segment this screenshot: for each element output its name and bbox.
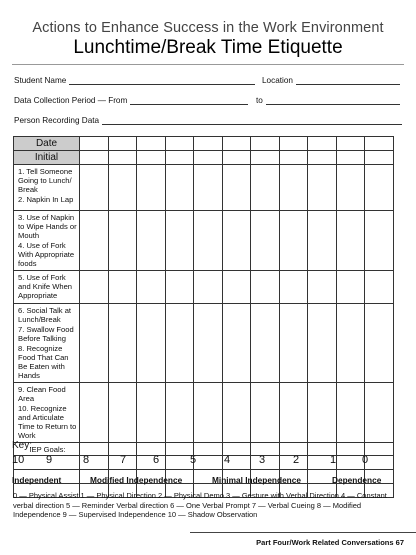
entry-cell[interactable] [365, 456, 394, 470]
page-subtitle: Actions to Enhance Success in the Work Environment [32, 20, 384, 36]
entry-cell[interactable] [336, 304, 365, 383]
entry-cell[interactable] [279, 151, 308, 165]
data-collection-grid [13, 136, 394, 498]
entry-cell[interactable] [251, 165, 280, 211]
entry-cell[interactable] [279, 304, 308, 383]
entry-cell[interactable] [80, 271, 109, 304]
level-label: Dependence [332, 475, 382, 485]
location-line[interactable] [296, 77, 400, 85]
skill-group-row [14, 165, 394, 211]
entry-cell[interactable] [279, 271, 308, 304]
entry-cell[interactable] [108, 151, 137, 165]
entry-cell[interactable] [365, 271, 394, 304]
entry-cell[interactable] [108, 304, 137, 383]
entry-cell[interactable] [137, 165, 166, 211]
skill-item: 4. Use of Fork With Appropriate foods [18, 241, 75, 268]
entry-cell[interactable] [80, 304, 109, 383]
scale-value: 0 [362, 454, 369, 466]
entry-cell[interactable] [222, 151, 251, 165]
entry-cell[interactable] [165, 383, 194, 443]
entry-cell[interactable] [165, 271, 194, 304]
entry-cell[interactable] [279, 137, 308, 151]
student-name-label: Student Name [14, 76, 67, 85]
entry-cell[interactable] [194, 165, 223, 211]
entry-cell[interactable] [251, 151, 280, 165]
skill-item: 9. Clean Food Area [18, 385, 66, 403]
skill-item: 7. Swallow Food Before Talking [18, 325, 74, 343]
entry-cell[interactable] [308, 211, 337, 271]
entry-cell[interactable] [108, 211, 137, 271]
entry-cell[interactable] [336, 151, 365, 165]
entry-cell[interactable] [222, 211, 251, 271]
entry-cell[interactable] [336, 443, 365, 456]
entry-cell[interactable] [137, 151, 166, 165]
person-recording-line[interactable] [102, 117, 402, 125]
entry-cell[interactable] [222, 383, 251, 443]
entry-cell[interactable] [80, 383, 109, 443]
entry-cell[interactable] [365, 211, 394, 271]
entry-cell[interactable] [251, 271, 280, 304]
skill-group-row [14, 211, 394, 271]
entry-cell[interactable] [194, 271, 223, 304]
entry-cell[interactable] [222, 271, 251, 304]
entry-cell[interactable] [165, 304, 194, 383]
entry-cell[interactable] [108, 271, 137, 304]
scale-value: 2 [293, 454, 300, 466]
entry-cell[interactable] [336, 383, 365, 443]
entry-cell[interactable] [108, 165, 137, 211]
initial-row [14, 151, 394, 165]
scale-value: 9 [46, 454, 53, 466]
location-field[interactable] [262, 76, 400, 85]
to-label: to [256, 96, 263, 105]
skill-item: 8. Recognize Food That Can Be Eaten with Hands [18, 344, 69, 380]
skill-group-row [14, 271, 394, 304]
entry-cell[interactable] [194, 151, 223, 165]
skill-item: 2. Napkin In Lap [18, 195, 74, 204]
entry-cell[interactable] [365, 165, 394, 211]
skill-item: 10. Recognize and Articulate Time to Return to Work [18, 404, 77, 440]
entry-cell[interactable] [308, 271, 337, 304]
skill-group-row [14, 383, 394, 443]
header-rule [12, 64, 404, 65]
entry-cell[interactable] [137, 443, 166, 456]
entry-cell[interactable] [251, 383, 280, 443]
skill-group-label [14, 383, 80, 443]
entry-cell[interactable] [194, 383, 223, 443]
entry-cell[interactable] [137, 211, 166, 271]
level-label: Independent [12, 475, 62, 485]
skill-group-label [14, 271, 80, 304]
entry-cell[interactable] [308, 383, 337, 443]
entry-cell[interactable] [336, 456, 365, 470]
entry-cell[interactable] [365, 137, 394, 151]
entry-cell[interactable] [194, 304, 223, 383]
page-title: Lunchtime/Break Time Etiquette [73, 37, 343, 58]
date-row-label: Date [14, 137, 80, 151]
entry-cell[interactable] [336, 271, 365, 304]
entry-cell[interactable] [137, 456, 166, 470]
entry-cell[interactable] [137, 383, 166, 443]
skill-item: 3. Use of Napkin to Wipe Hands or Mouth [18, 213, 77, 240]
entry-cell[interactable] [336, 137, 365, 151]
data-collection-period-field[interactable] [14, 96, 248, 105]
skill-group-label [14, 211, 80, 271]
entry-cell[interactable] [165, 211, 194, 271]
skill-group-row [14, 304, 394, 383]
scale-value: 8 [83, 454, 90, 466]
entry-cell[interactable] [365, 443, 394, 456]
entry-cell[interactable] [279, 211, 308, 271]
entry-cell[interactable] [165, 165, 194, 211]
data-collection-period-label: Data Collection Period — From [14, 96, 128, 105]
entry-cell[interactable] [80, 151, 109, 165]
skill-item: 1. Tell Someone Going to Lunch/ Break [18, 167, 73, 194]
skill-item: 6. Social Talk at Lunch/Break [18, 306, 72, 324]
entry-cell[interactable] [336, 165, 365, 211]
scale-value: 6 [153, 454, 160, 466]
scale-value: 7 [120, 454, 127, 466]
entry-cell[interactable] [108, 137, 137, 151]
entry-cell[interactable] [279, 383, 308, 443]
level-label: Modified Independence [90, 475, 183, 485]
scale-value: 3 [259, 454, 266, 466]
student-name-line[interactable] [69, 77, 255, 85]
entry-cell[interactable] [137, 271, 166, 304]
key-definitions: 0 — Physical Assist 1 — Physical Direction 2 — Physical Demo 3 — Gesture with Verbal Direction 4 — Constant verbal direction 5 — Reminder Verbal direction 6 — One Verbal Prompt 7 — Verbal Cueing 8 — Modified Independence 9 — Supervised Independence 10 — Shadow Observation [13, 491, 387, 519]
entry-cell[interactable] [222, 304, 251, 383]
person-recording-field[interactable] [14, 116, 402, 125]
scale-value: 10 [12, 454, 25, 466]
initial-row-label: Initial [14, 151, 80, 165]
entry-cell[interactable] [308, 304, 337, 383]
student-name-field[interactable] [14, 76, 255, 85]
entry-cell[interactable] [365, 151, 394, 165]
entry-cell[interactable] [80, 211, 109, 271]
entry-cell[interactable] [336, 211, 365, 271]
skill-group-label [14, 304, 80, 383]
to-date-field[interactable] [256, 96, 400, 105]
to-date-line[interactable] [266, 97, 400, 105]
entry-cell[interactable] [165, 137, 194, 151]
location-label: Location [262, 76, 293, 85]
entry-cell[interactable] [308, 165, 337, 211]
skill-item: 5. Use of Fork and Knife When Appropriate [18, 273, 73, 300]
entry-cell[interactable] [137, 304, 166, 383]
entry-cell[interactable] [365, 383, 394, 443]
date-row [14, 137, 394, 151]
skill-group-label [14, 165, 80, 211]
entry-cell[interactable] [308, 137, 337, 151]
entry-cell[interactable] [80, 137, 109, 151]
entry-cell[interactable] [80, 165, 109, 211]
scale-value: 1 [330, 454, 337, 466]
entry-cell[interactable] [222, 137, 251, 151]
entry-cell[interactable] [251, 304, 280, 383]
entry-cell[interactable] [251, 137, 280, 151]
footer-rule [190, 532, 416, 533]
entry-cell[interactable] [279, 165, 308, 211]
entry-cell[interactable] [194, 443, 223, 456]
entry-cell[interactable] [137, 137, 166, 151]
person-recording-label: Person Recording Data [14, 116, 100, 125]
key-label: Key: [12, 440, 33, 451]
level-label: Minimal Independence [212, 475, 301, 485]
iep-goals-label: IEP Goals: [14, 443, 80, 456]
entry-cell[interactable] [108, 383, 137, 443]
entry-cell[interactable] [251, 211, 280, 271]
entry-cell[interactable] [222, 165, 251, 211]
scale-value: 5 [190, 454, 197, 466]
scale-value: 4 [224, 454, 231, 466]
entry-cell[interactable] [365, 304, 394, 383]
entry-cell[interactable] [194, 456, 223, 470]
entry-cell[interactable] [194, 211, 223, 271]
entry-cell[interactable] [194, 137, 223, 151]
entry-cell[interactable] [165, 151, 194, 165]
entry-cell[interactable] [308, 151, 337, 165]
page-footer: Part Four/Work Related Conversations 67 [256, 538, 404, 547]
from-date-line[interactable] [130, 97, 248, 105]
